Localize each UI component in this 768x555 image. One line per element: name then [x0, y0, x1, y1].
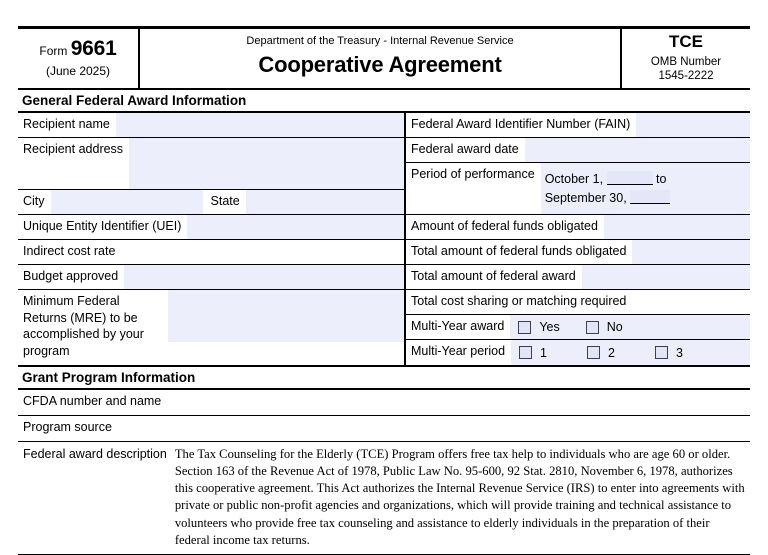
form-page	[0, 26, 768, 547]
field-row-city-state	[18, 190, 404, 215]
period-start-label: October 1,	[544, 172, 604, 187]
amount-obligated-label: Amount of federal funds obligated	[406, 215, 604, 239]
form-number: 9661	[70, 36, 117, 60]
field-row-budget-approved	[18, 265, 404, 290]
multi-year-award-yes-option[interactable]	[518, 320, 559, 334]
total-obligated-label: Total amount of federal funds obligated	[406, 240, 632, 264]
multi-year-period-2-label: 2	[607, 345, 615, 360]
period-of-performance-body	[541, 163, 750, 214]
period-start-line	[545, 170, 750, 188]
omb-number: 1545-2222	[658, 70, 714, 82]
field-row-indirect-cost-rate	[18, 240, 404, 265]
fain-input[interactable]	[636, 113, 750, 137]
form-prefix-label: Form	[39, 43, 68, 58]
checkbox-icon-no[interactable]	[586, 321, 599, 334]
federal-award-date-label: Federal award date	[406, 138, 525, 162]
budget-approved-label: Budget approved	[18, 265, 124, 289]
period-of-performance-label: Period of performance	[406, 163, 541, 214]
checkbox-icon-period-1[interactable]	[519, 346, 532, 359]
recipient-address-label: Recipient address	[18, 138, 129, 189]
field-row-cfda	[18, 390, 750, 416]
program-source-input[interactable]	[118, 416, 750, 441]
checkbox-icon-period-3[interactable]	[655, 346, 668, 359]
multi-year-period-option-2[interactable]	[587, 346, 615, 360]
general-info-columns	[18, 113, 750, 365]
multi-year-period-option-3[interactable]	[655, 346, 683, 360]
multi-year-award-no-option[interactable]	[586, 320, 623, 334]
recipient-address-input[interactable]	[129, 138, 404, 189]
indirect-cost-rate-input[interactable]	[121, 240, 404, 264]
multi-year-period-options	[511, 340, 750, 365]
multi-year-period-3-label: 3	[675, 345, 683, 360]
multi-year-award-label: Multi-Year award	[406, 315, 510, 339]
field-row-federal-award-date	[406, 138, 750, 163]
field-row-uei	[18, 215, 404, 240]
federal-award-date-input[interactable]	[525, 138, 750, 162]
field-row-program-source	[18, 416, 750, 442]
mre-label: Minimum Federal Returns (MRE) to be accomplished by your program	[18, 290, 168, 342]
checkbox-icon-yes[interactable]	[518, 321, 531, 334]
period-end-line	[545, 189, 750, 207]
agency-name: Department of the Treasury - Internal Revenue Service	[246, 35, 514, 47]
field-row-multi-year-period	[406, 340, 750, 365]
general-info-left-column	[18, 113, 406, 365]
cfda-input[interactable]	[167, 390, 750, 415]
mre-input[interactable]	[168, 290, 404, 342]
multi-year-award-no-label: No	[606, 320, 623, 334]
form-revision-date: (June 2025)	[45, 64, 111, 79]
period-end-year-input[interactable]	[630, 190, 670, 204]
checkbox-icon-period-2[interactable]	[587, 346, 600, 359]
amount-obligated-input[interactable]	[604, 215, 750, 239]
section-header-grant: Grant Program Information	[18, 365, 750, 390]
total-award-input[interactable]	[582, 265, 750, 289]
multi-year-period-label: Multi-Year period	[406, 340, 511, 365]
form-number-line	[39, 37, 116, 60]
multi-year-award-yes-label: Yes	[539, 320, 560, 334]
field-row-federal-award-description	[18, 442, 750, 555]
state-input[interactable]	[246, 190, 404, 214]
recipient-name-label: Recipient name	[18, 113, 116, 137]
uei-label: Unique Entity Identifier (UEI)	[18, 215, 187, 239]
federal-award-description-label: Federal award description	[23, 447, 167, 461]
field-row-cost-sharing	[406, 290, 750, 315]
field-row-fain	[406, 113, 750, 138]
state-label: State	[203, 190, 246, 214]
cost-sharing-input[interactable]	[632, 290, 750, 314]
uei-input[interactable]	[187, 215, 404, 239]
field-row-total-obligated	[406, 240, 750, 265]
field-row-recipient-address	[18, 138, 404, 190]
period-start-year-input[interactable]	[607, 171, 653, 185]
field-row-period-of-performance	[406, 163, 750, 215]
omb-block	[622, 29, 750, 88]
field-row-multi-year-award	[406, 315, 750, 340]
budget-approved-input[interactable]	[124, 265, 404, 289]
form-title: Cooperative Agreement	[258, 52, 502, 77]
program-source-label: Program source	[18, 416, 118, 441]
total-obligated-input[interactable]	[632, 240, 750, 264]
general-info-right-column	[406, 113, 750, 365]
program-code: TCE	[669, 31, 703, 51]
cost-sharing-label: Total cost sharing or matching required	[406, 290, 632, 314]
recipient-name-input[interactable]	[116, 113, 404, 137]
form-number-block	[18, 29, 140, 88]
period-end-label: September 30,	[544, 190, 627, 205]
field-row-recipient-name	[18, 113, 404, 138]
form-header	[18, 26, 750, 90]
form-title-block	[140, 29, 622, 88]
fain-label: Federal Award Identifier Number (FAIN)	[406, 113, 636, 137]
multi-year-award-options	[510, 315, 750, 339]
omb-label: OMB Number	[650, 55, 722, 68]
section-header-general: General Federal Award Information	[18, 90, 750, 113]
indirect-cost-rate-label: Indirect cost rate	[18, 240, 121, 264]
field-row-amount-obligated	[406, 215, 750, 240]
multi-year-period-option-1[interactable]	[519, 346, 547, 360]
period-to-label: to	[656, 172, 667, 187]
city-input[interactable]	[51, 190, 203, 214]
city-label: City	[18, 190, 51, 214]
total-award-label: Total amount of federal award	[406, 265, 582, 289]
multi-year-period-1-label: 1	[540, 345, 547, 360]
field-row-mre	[18, 290, 404, 358]
federal-award-description-text: The Tax Counseling for the Elderly (TCE) Program offers free tax help to individuals who are age 60 or older. Section 163 of the Revenue Act of 1978, Public Law No. 95-600, 92 Stat. 2810, November 6, 1978, authorizes this cooperative agreement. This Act authorizes the Internal Revenue Service (IRS) to enter into agreements with private or public non-profit agencies and organizations, which will provide training and technical assistance to volunteers who provide free tax counseling and assistance to elderly individuals in the preparation of their federal income tax returns.	[174, 447, 745, 547]
cfda-label: CFDA number and name	[18, 390, 167, 415]
field-row-total-award	[406, 265, 750, 290]
